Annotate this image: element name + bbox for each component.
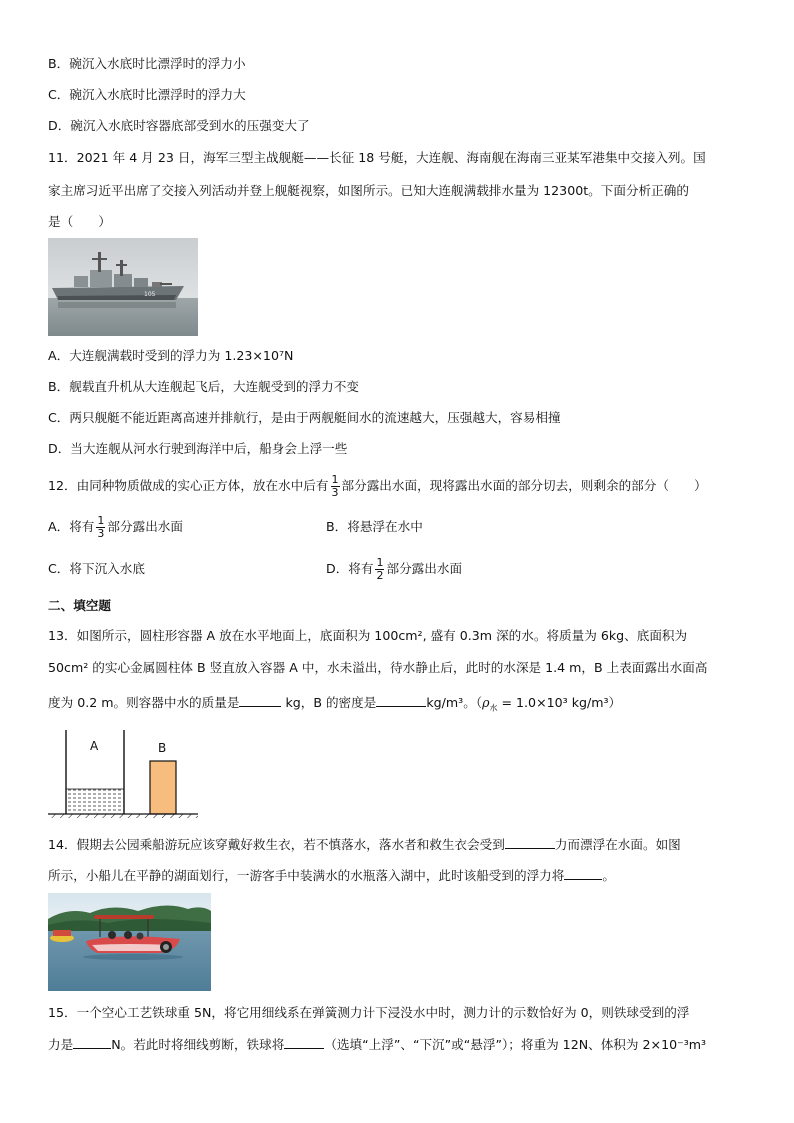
answer-blank[interactable] [564, 867, 602, 880]
q12-stem [48, 470, 707, 502]
q12-option-d: D．将有 $\frac{1}{2}$ 部分露出水面 [326, 556, 463, 582]
q12-option-b: B．将悬浮在水中 [326, 519, 423, 534]
section-title: 二、填空题 [48, 598, 111, 613]
container-a-label: A [90, 739, 99, 753]
q12-option-c: C．将下沉入水底 [48, 561, 145, 576]
fraction-one-third: $\frac{1}{3}$ [97, 514, 105, 540]
rho-symbol: ρ [482, 695, 490, 710]
q10-option-b: B．碗沉入水底时比漂浮时的浮力小 [48, 56, 246, 71]
container-diagram [48, 728, 198, 818]
q12-stem-pre: 12．由同种物质做成的实心正方体，放在水中后有 [48, 478, 329, 493]
q14-stem-line2: 所示，小船儿在平静的湖面划行，一游客手中装满水的水瓶落入湖中，此时该船受到的浮力将 。 [48, 868, 615, 883]
cylinder-b-label: B [158, 741, 167, 755]
answer-blank[interactable] [73, 1036, 111, 1049]
q11-option-c: C．两只舰艇不能近距离高速并排航行，是由于两舰艇间水的流速越大，压强越大，容易相撞 [48, 410, 561, 425]
fraction-one-third: $\frac{1}{3}$ [331, 473, 339, 499]
q15-stem-line1: 15．一个空心工艺铁球重 5N，将它用细线系在弹簧测力计下浸没水中时，测力计的示数恰好为 0，则铁球受到的浮 [48, 1005, 690, 1020]
answer-blank[interactable] [239, 694, 281, 707]
q13-stem-line1: 13．如图所示，圆柱形容器 A 放在水平地面上，底面积为 100cm², 盛有 0.3m 深的水。将质量为 6kg、底面积为 [48, 628, 688, 643]
q15-stem-line2: 力是 N。若此时将细线剪断，铁球将 （选填“上浮”、“下沉”或“悬浮”）；将重为 12N、体积为 2×10⁻³m³ [48, 1037, 707, 1052]
boat-photo [48, 893, 211, 991]
q11-option-d: D．当大连舰从河水行驶到海洋中后，船身会上浮一些 [48, 441, 348, 456]
rho-subscript: 水 [489, 703, 498, 713]
q10-option-c: C．碗沉入水底时比漂浮时的浮力大 [48, 87, 246, 102]
q11-option-a: A．大连舰满载时受到的浮力为 1.23×10⁷N [48, 348, 294, 363]
warship-photo [48, 238, 198, 336]
answer-blank[interactable] [284, 1036, 324, 1049]
q13-stem-line3: 度为 0.2 m。则容器中水的质量是 kg，B 的密度是 kg/m³。（$\rho_水 = 1.0\times 10^3$ kg/m³） [48, 695, 622, 713]
q11-stem-line1: 11．2021 年 4 月 23 日，海军三型主战舰艇——长征 18 号艇，大连舰、海南舰在海南三亚某军港集中交接入列。国 [48, 150, 706, 165]
q12-option-a: A．将有 $\frac{1}{3}$ 部分露出水面 [48, 514, 183, 540]
q14-stem-line1: 14．假期去公园乘船游玩应该穿戴好救生衣，若不慎落水，落水者和救生衣会受到 力而漂浮在水面。如图 [48, 837, 681, 852]
q10-option-d: D．碗沉入水底时容器底部受到水的压强变大了 [48, 118, 310, 133]
answer-blank[interactable] [376, 694, 426, 707]
q12-stem-post: 部分露出水面，现将露出水面的部分切去，则剩余的部分（ ） [341, 478, 707, 493]
q11-stem-line2: 家主席习近平出席了交接入列活动并登上舰艇视察，如图所示。已知大连舰满载排水量为 12300t。下面分析正确的 [48, 183, 689, 198]
q11-option-b: B．舰载直升机从大连舰起飞后，大连舰受到的浮力不变 [48, 379, 359, 394]
rho-value: = 1.0×10³ kg/m³ [497, 695, 609, 710]
q11-stem-line3: 是（ ） [48, 214, 111, 229]
fraction-one-half: $\frac{1}{2}$ [376, 556, 384, 582]
q13-stem-line2: 50cm² 的实心金属圆柱体 B 竖直放入容器 A 中，水未溢出，待水静止后，此时的水深是 1.4 m，B 上表面露出水面高 [48, 660, 708, 675]
ship-number: 105 [144, 291, 156, 298]
answer-blank[interactable] [505, 836, 555, 849]
